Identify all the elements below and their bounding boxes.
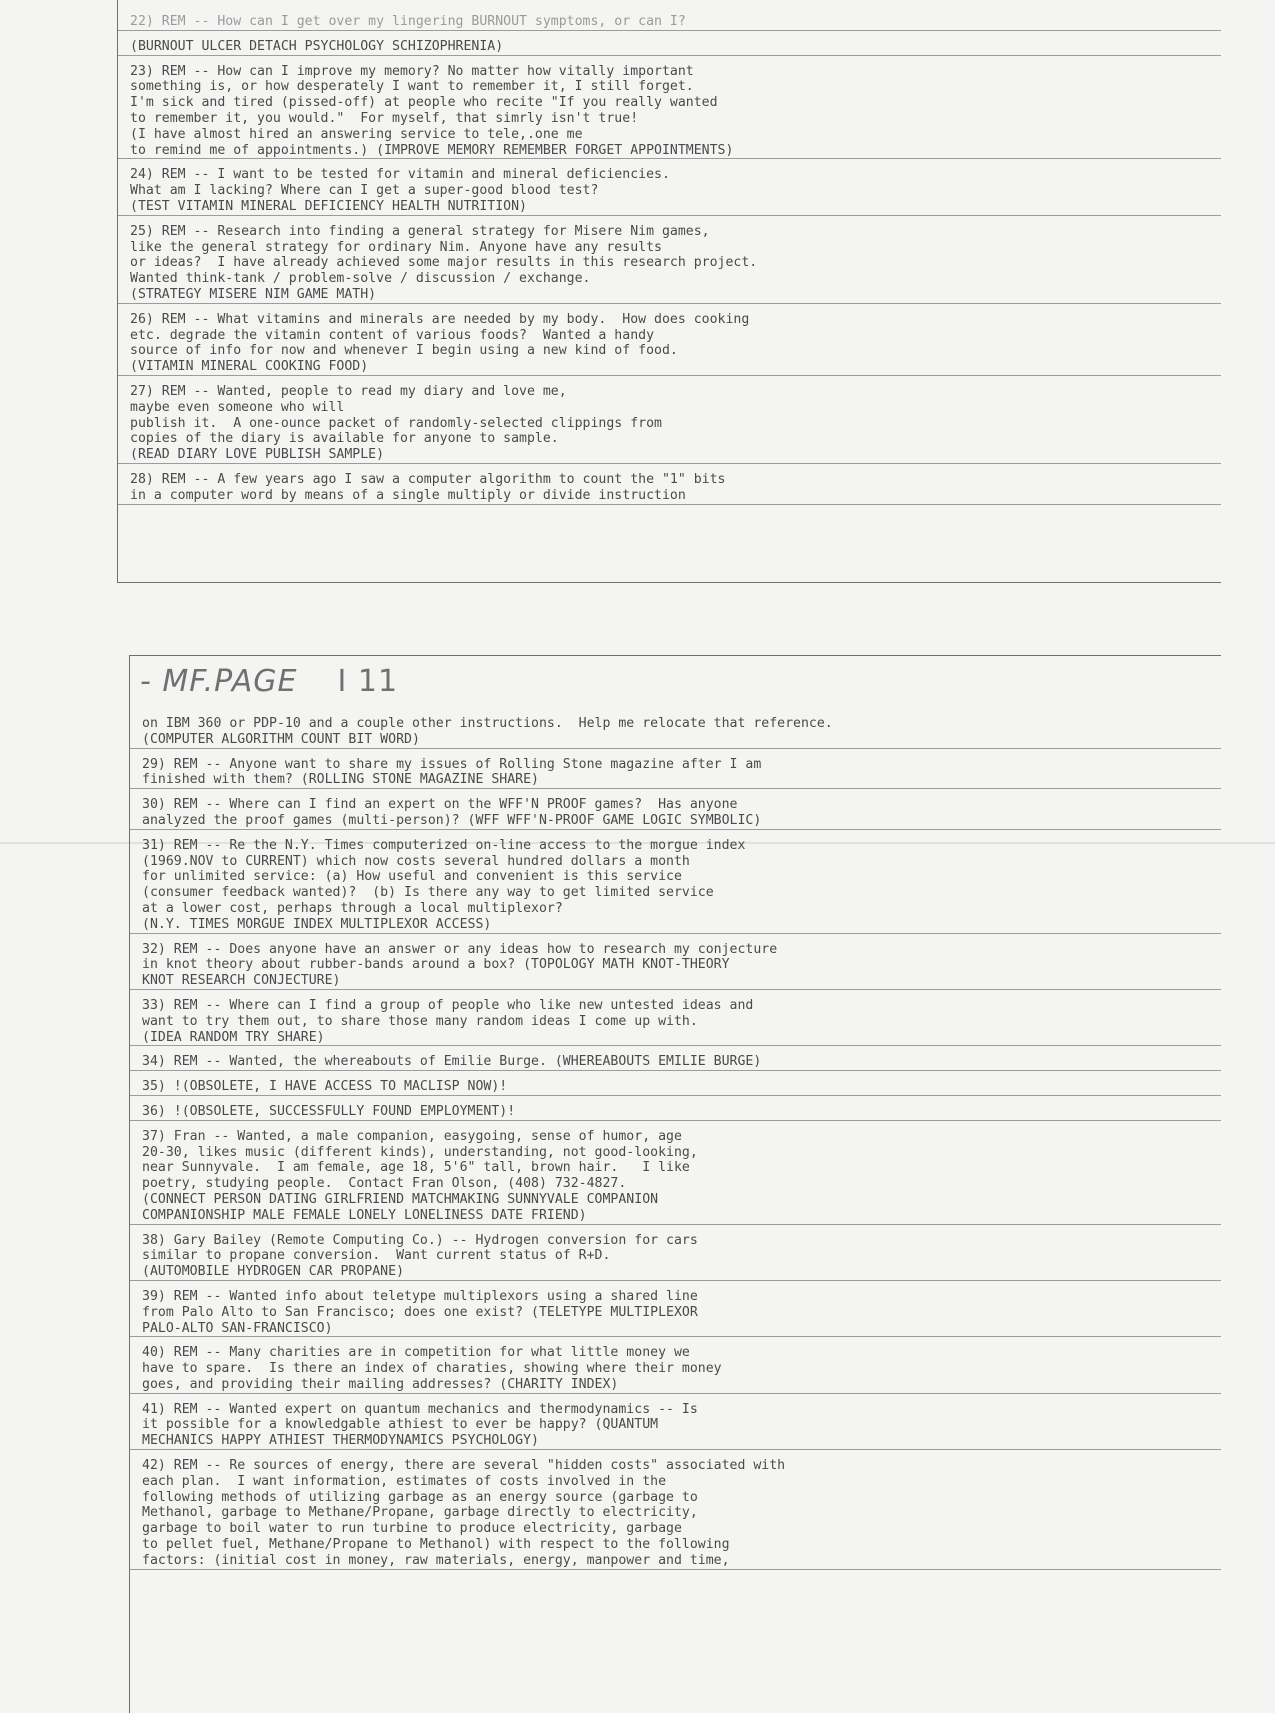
entry-line: goes, and providing their mailing addresses? (CHARITY INDEX) [142, 1376, 619, 1392]
list-item [130, 1458, 1221, 1570]
entry-line: at a lower cost, perhaps through a local multiplexor? [142, 900, 563, 916]
entry-line: PALO-ALTO SAN-FRANCISCO) [142, 1320, 333, 1336]
list-item [118, 312, 1221, 376]
list-item [118, 472, 1221, 505]
entry-line: (READ DIARY LOVE PUBLISH SAMPLE) [130, 447, 385, 463]
entry-line: What am I lacking? Where can I get a super-good blood test? [130, 183, 599, 199]
entry-line: MECHANICS HAPPY ATHIEST THERMODYNAMICS PSYCHOLOGY) [142, 1433, 539, 1449]
top-page-frame [117, 0, 1221, 583]
entry-line: 27) REM -- Wanted, people to read my diary and love me, [130, 383, 567, 399]
entry-line: (IDEA RANDOM TRY SHARE) [142, 1029, 325, 1045]
entry-line: to remember it, you would." For myself, that simrly isn't true! [130, 110, 639, 126]
entry-line: in a computer word by means of a single multiply or divide instruction [130, 487, 686, 503]
list-item [130, 1289, 1221, 1337]
list-item [118, 39, 1221, 56]
entry-line: I'm sick and tired (pissed-off) at people who recite "If you really wanted [130, 95, 718, 111]
entry-line: following methods of utilizing garbage as an energy source (garbage to [142, 1489, 698, 1505]
entry-line: from Palo Alto to San Francisco; does one exist? (TELETYPE MULTIPLEXOR [142, 1304, 698, 1320]
entry-line: (COMPUTER ALGORITHM COUNT BIT WORD) [142, 731, 420, 747]
entry-line: like the general strategy for ordinary Nim. Anyone have any results [130, 239, 662, 255]
entry-line: 31) REM -- Re the N.Y. Times computerized on-line access to the morgue index [142, 837, 746, 853]
list-item [130, 1129, 1221, 1225]
entry-line: 39) REM -- Wanted info about teletype multiplexors using a shared line [142, 1288, 698, 1304]
entry-line: 34) REM -- Wanted, the whereabouts of Emilie Burge. (WHEREABOUTS EMILIE BURGE) [142, 1054, 762, 1070]
entry-line: or ideas? I have already achieved some major results in this research project. [130, 255, 758, 271]
entry-line: (STRATEGY MISERE NIM GAME MATH) [130, 286, 377, 302]
entry-line: 42) REM -- Re sources of energy, there are several "hidden costs" associated with [142, 1458, 786, 1474]
entry-line: 28) REM -- A few years ago I saw a computer algorithm to count the "1" bits [130, 471, 726, 487]
list-item [130, 1079, 1221, 1096]
page-title: - MF.PAGE [140, 664, 298, 699]
entry-line: 23) REM -- How can I improve my memory? No matter how vitally important [130, 63, 694, 79]
entry-line: (I have almost hired an answering service to tele,.one me [130, 126, 583, 142]
entry-line: near Sunnyvale. I am female, age 18, 5'6" tall, brown hair. I like [142, 1160, 690, 1176]
entry-line: factors: (initial cost in money, raw materials, energy, manpower and time, [142, 1552, 730, 1568]
entry-line: 41) REM -- Wanted expert on quantum mechanics and thermodynamics -- Is [142, 1401, 698, 1417]
entry-line: analyzed the proof games (multi-person)? (WFF WFF'N-PROOF GAME LOGIC SYMBOLIC) [142, 812, 762, 828]
page-header [140, 664, 398, 699]
entry-line: (N.Y. TIMES MORGUE INDEX MULTIPLEXOR ACCESS) [142, 916, 492, 932]
entry-line: similar to propane conversion. Want current status of R+D. [142, 1248, 611, 1264]
entry-line: 37) Fran -- Wanted, a male companion, easygoing, sense of humor, age [142, 1128, 682, 1144]
list-item [130, 1054, 1221, 1071]
entry-line: COMPANIONSHIP MALE FEMALE LONELY LONELINESS DATE FRIEND) [142, 1207, 587, 1223]
list-item [130, 1402, 1221, 1450]
list-item [130, 942, 1221, 990]
entry-line: KNOT RESEARCH CONJECTURE) [142, 973, 341, 989]
list-item [118, 167, 1221, 215]
list-item [118, 224, 1221, 304]
entry-line: 20-30, likes music (different kinds), understanding, not good-looking, [142, 1144, 698, 1160]
list-item [130, 716, 1221, 749]
entry-line: garbage to boil water to run turbine to produce electricity, garbage [142, 1521, 682, 1537]
entry-line: copies of the diary is available for anyone to sample. [130, 431, 559, 447]
faded-first-line [118, 14, 1221, 31]
entry-line: 36) !(OBSOLETE, SUCCESSFULLY FOUND EMPLOYMENT)! [142, 1103, 516, 1119]
entry-line: publish it. A one-ounce packet of randomly-selected clippings from [130, 415, 662, 431]
bottom-page-frame [129, 655, 1221, 1713]
entry-line: 25) REM -- Research into finding a general strategy for Misere Nim games, [130, 223, 710, 239]
entry-line: (BURNOUT ULCER DETACH PSYCHOLOGY SCHIZOPHRENIA) [130, 38, 504, 54]
bottom-entries [130, 716, 1221, 1578]
list-item [130, 998, 1221, 1046]
entry-line: 30) REM -- Where can I find an expert on the WFF'N PROOF games? Has anyone [142, 797, 738, 813]
entry-line: 22) REM -- How can I get over my lingering BURNOUT symptoms, or can I? [130, 14, 686, 29]
entry-line: (1969.NOV to CURRENT) which now costs several hundred dollars a month [142, 853, 690, 869]
entry-line: 40) REM -- Many charities are in competition for what little money we [142, 1345, 690, 1361]
entry-line: (AUTOMOBILE HYDROGEN CAR PROPANE) [142, 1264, 405, 1280]
entry-line: Methanol, garbage to Methane/Propane, garbage directly to electricity, [142, 1505, 698, 1521]
entry-line: something is, or how desperately I want to remember it, I still forget. [130, 79, 694, 95]
entry-line: source of info for now and whenever I begin using a new kind of food. [130, 343, 678, 359]
entry-line: etc. degrade the vitamin content of various foods? Wanted a handy [130, 327, 655, 343]
entry-line: to remind me of appointments.) (IMPROVE MEMORY REMEMBER FORGET APPOINTMENTS) [130, 142, 734, 158]
list-item [118, 64, 1221, 160]
list-item [130, 1345, 1221, 1393]
entry-line: 29) REM -- Anyone want to share my issues of Rolling Stone magazine after I am [142, 756, 762, 772]
entry-line: to pellet fuel, Methane/Propane to Methanol) with respect to the following [142, 1537, 730, 1553]
list-item [130, 1233, 1221, 1281]
list-item [130, 757, 1221, 790]
list-item [118, 384, 1221, 464]
entry-line: (TEST VITAMIN MINERAL DEFICIENCY HEALTH NUTRITION) [130, 198, 527, 214]
entry-line: 38) Gary Bailey (Remote Computing Co.) -- Hydrogen conversion for cars [142, 1232, 698, 1248]
entry-line: for unlimited service: (a) How useful and convenient is this service [142, 869, 682, 885]
entry-line: finished with them? (ROLLING STONE MAGAZINE SHARE) [142, 772, 539, 788]
entry-line: Wanted think-tank / problem-solve / discussion / exchange. [130, 271, 591, 287]
list-item [130, 838, 1221, 934]
entry-line: 35) !(OBSOLETE, I HAVE ACCESS TO MACLISP NOW)! [142, 1079, 508, 1095]
entry-line: (CONNECT PERSON DATING GIRLFRIEND MATCHMAKING SUNNYVALE COMPANION [142, 1191, 659, 1207]
entry-line: 33) REM -- Where can I find a group of people who like new untested ideas and [142, 997, 754, 1013]
entry-line: want to try them out, to share those many random ideas I come up with. [142, 1013, 698, 1029]
entry-line: 32) REM -- Does anyone have an answer or any ideas how to research my conjecture [142, 941, 778, 957]
list-item [130, 1104, 1221, 1121]
entry-line: (consumer feedback wanted)? (b) Is there any way to get limited service [142, 885, 714, 901]
top-entries [118, 14, 1221, 513]
entry-line: poetry, studying people. Contact Fran Olson, (408) 732-4827. [142, 1176, 627, 1192]
page-number: I 11 [337, 664, 399, 699]
entry-line: 24) REM -- I want to be tested for vitamin and mineral deficiencies. [130, 167, 670, 183]
entry-line: (VITAMIN MINERAL COOKING FOOD) [130, 359, 369, 375]
entry-line: each plan. I want information, estimates of costs involved in the [142, 1473, 667, 1489]
list-item [130, 797, 1221, 830]
entry-line: maybe even someone who will [130, 399, 345, 415]
entry-line: have to spare. Is there an index of charaties, showing where their money [142, 1361, 722, 1377]
entry-line: 26) REM -- What vitamins and minerals are needed by my body. How does cooking [130, 311, 750, 327]
entry-line: on IBM 360 or PDP-10 and a couple other instructions. Help me relocate that reference. [142, 716, 833, 731]
entry-line: it possible for a knowledgable athiest to ever be happy? (QUANTUM [142, 1417, 659, 1433]
entry-line: in knot theory about rubber-bands around a box? (TOPOLOGY MATH KNOT-THEORY [142, 957, 730, 973]
